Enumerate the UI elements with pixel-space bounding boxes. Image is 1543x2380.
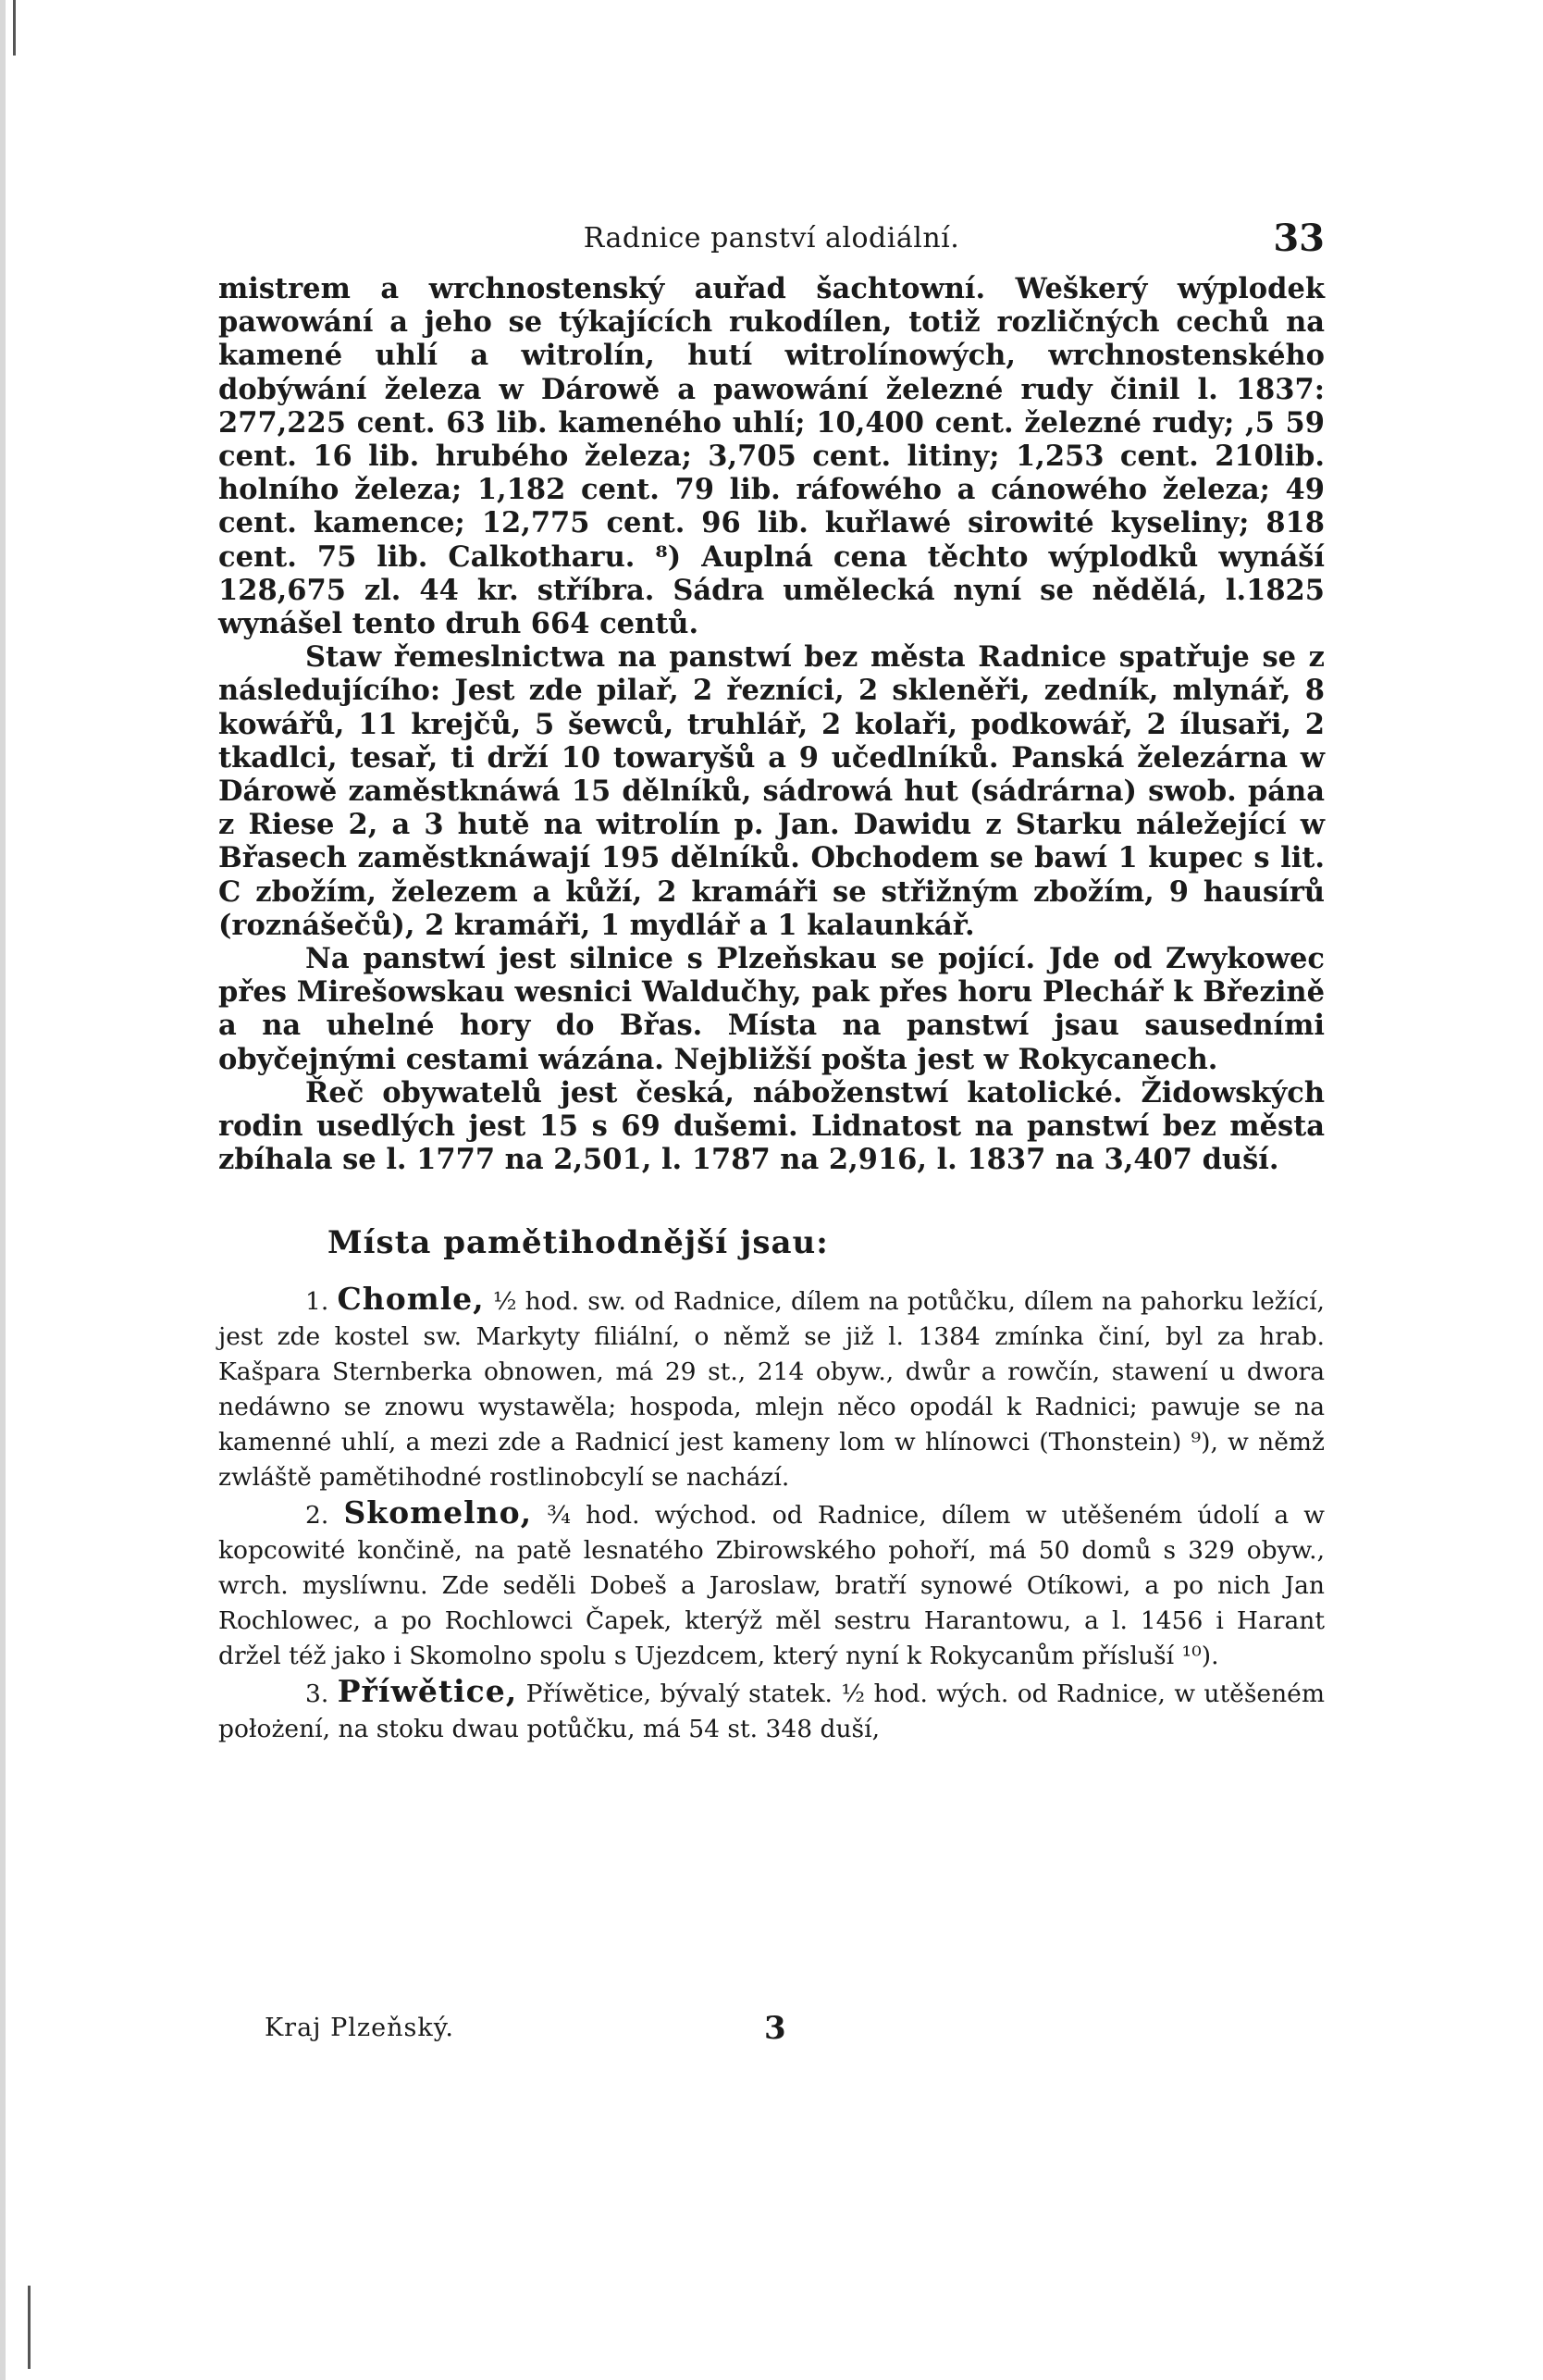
book-page xyxy=(218,213,1325,2341)
scan-mark-bottom xyxy=(28,2286,31,2369)
places-list xyxy=(218,1282,1325,1747)
entry-number: 2. xyxy=(305,1501,329,1531)
entry-text: ¾ hod. wýchod. od Radnice, dílem w utěšeném údolí a w kopcowité končině, na patě lesnatého Zbirowského pohoří, má 50 domů s 329 obyw., wrch. myslíwnu. Zde seděli Dobeš a Jaroslaw, bratří synowé Otíkowi, a po nich Jan Rochlowec, a po Rochlowci Čapek, kterýž měl sestru Harantowu, a l. 1456 i Harant držel též jako i Skomolno spolu s Ujezdcem, který nyní k Rokycanům přísluší ¹⁰). xyxy=(218,1501,1325,1671)
page-footer xyxy=(265,2010,1241,2051)
paragraph-trades: Staw řemeslnictwa na panstwí bez města Radnice spatřuje se z následujícího: Jest zde pilař, 2 řezníci, 2 skleněři, zedník, mlynář, 8 kowářů, 11 krejčů, 5 šewců, truhlář, 2 kolaři, podkowář, 2 ílusaři, 2 tkadlci, tesař, ti drží 10 towaryšů a 9 učedlníků. Panská železárna w Dárowě zaměstknáwá 15 dělníků, sádrowá hut (sádrárna) swob. pána z Riese 2, a 3 hutě na witrolín p. Jan. Dawidu z Starku náležející w Břasech zaměstknáwají 195 dělníků. Obchodem se bawí 1 kupec s lit. C zbožím, železem a kůží, 2 kramáři se střižným zbožím, 9 hausírů (roznášečů), 2 kramáři, 1 mydlář a 1 kalaunkář. xyxy=(218,640,1325,942)
entry-text: ½ hod. sw. od Radnice, dílem na potůčku, dílem na pahorku ležící, jest zde kostel sw. Markyty filiální, o němž se již l. 1384 zmínka činí, byl za hrab. Kašpara Sternberka obnowen, má 29 st., 214 obyw., dwůr a rowčín, stawení u dwora nedáwno se znowu wystawěla; hospoda, mlejn něco opodál k Radnici; pawuje se na kamenné uhlí, a mezi zde a Radnicí jest kameny lom w hlínowci (Thonstein) ⁹), w němž zwláště pamětihodné rostlinobcylí se nachází. xyxy=(218,1287,1325,1493)
signature-mark: Kraj Plzeňský. xyxy=(265,2014,454,2042)
signature-number: 3 xyxy=(764,2010,786,2047)
scan-edge xyxy=(0,0,6,2380)
place-entry xyxy=(218,1495,1325,1674)
entry-name: Chomle, xyxy=(337,1281,485,1318)
entry-number: 3. xyxy=(305,1680,329,1709)
section-heading: Místa pamětihodnější jsau: xyxy=(327,1224,829,1262)
page-header xyxy=(218,213,1325,272)
running-head: Radnice panství alodiální. xyxy=(583,222,960,254)
entry-number: 1. xyxy=(305,1287,329,1317)
entry-text: Příwětice, bývalý statek. ½ hod. wých. od Radnice, w utěšeném położení, na stoku dwau potůčku, má 54 st. 348 duší, xyxy=(218,1680,1325,1744)
entry-name: Skomelno, xyxy=(343,1494,533,1531)
main-text xyxy=(218,272,1325,1176)
paragraph-roads: Na panstwí jest silnice s Plzeňskau se pojící. Jde od Zwykowec přes Mirešowskau wesnici Waldučhy, pak přes horu Plechář k Březině a na uhelné hory do Břas. Místa na panstwí jsau sausedními obyčejnými cestami wázána. Nejbližší pošta jest w Rokycanech. xyxy=(218,942,1325,1076)
scan-mark-top xyxy=(13,0,16,56)
paragraph-mining-output: mistrem a wrchnostenský auřad šachtowní. Weškerý wýplodek pawowání a jeho se týkajících rukodílen, totiž rozličných cechů na kamené uhlí a witrolín, hutí witrolínowých, wrchnostenského dobýwání železa w Dárowě a pawowání železné rudy činil l. 1837: 277,225 cent. 63 lib. kameného uhlí; 10,400 cent. železné rudy; ,5 59 cent. 16 lib. hrubého železa; 3,705 cent. litiny; 1,253 cent. 210lib. holního železa; 1,182 cent. 79 lib. ráfowého a cánowého železa; 49 cent. kamence; 12,775 cent. 96 lib. kuřlawé sirowité kyseliny; 818 cent. 75 lib. Calkotharu. ⁸) Auplná cena těchto wýplodků wynáší 128,675 zl. 44 kr. stříbra. Sádra umělecká nyní se nědělá, l.1825 wynášel tento druh 664 centů. xyxy=(218,272,1325,641)
place-entry xyxy=(218,1282,1325,1495)
entry-name: Příwětice, xyxy=(337,1673,518,1710)
paragraph-population: Řeč obywatelů jest česká, náboženstwí katolické. Židowských rodin usedlých jest 15 s 69 dušemi. Lidnatost na panstwí bez města zbíhala se l. 1777 na 2,501, l. 1787 na 2,916, l. 1837 na 3,407 duší. xyxy=(218,1075,1325,1177)
page-number: 33 xyxy=(1273,217,1325,260)
place-entry xyxy=(218,1674,1325,1747)
